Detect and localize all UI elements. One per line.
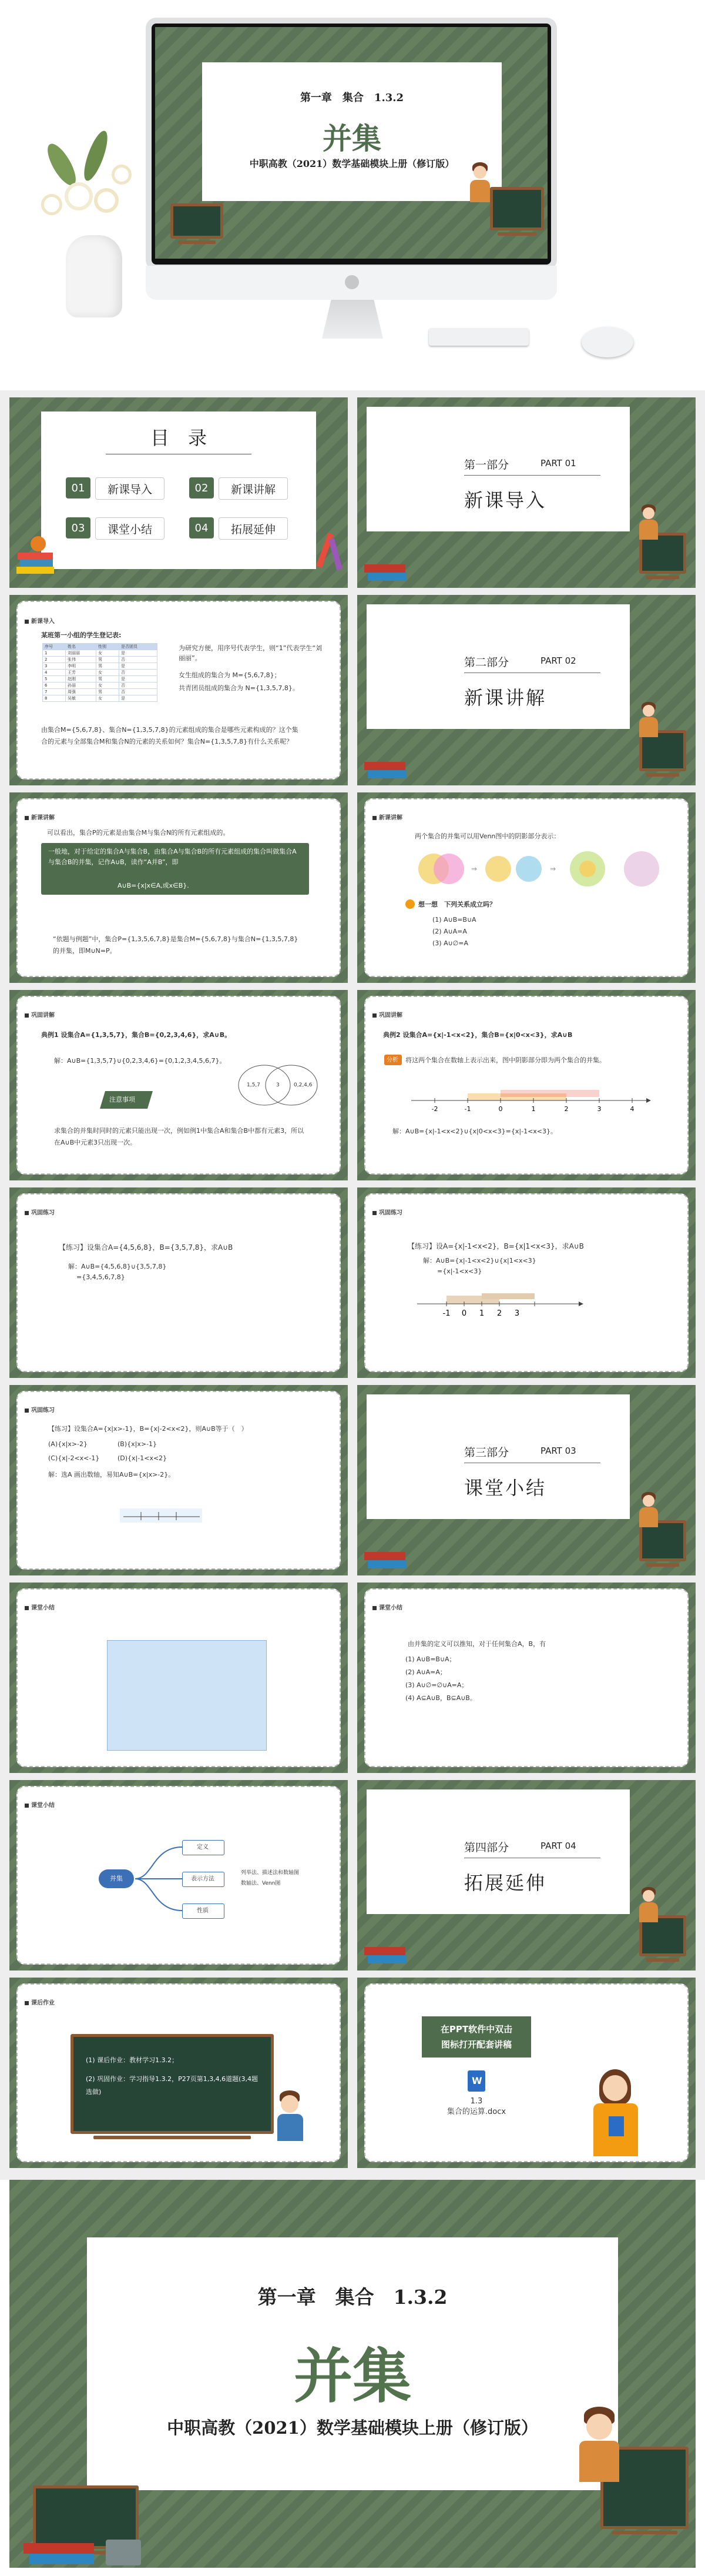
venn-text: 两个集合的并集可以用Venn图中的阴影部分表示： bbox=[415, 832, 560, 840]
toc-num-1: 01 bbox=[66, 477, 90, 499]
table-header: 是否团员 bbox=[119, 644, 157, 650]
part-02-en: PART 02 bbox=[540, 655, 576, 666]
example-2-analysis: 将这两个集合在数轴上表示出来，图中阴影部分即为两个集合的并集。 bbox=[405, 1056, 606, 1064]
example-1-solution: 解：A∪B={1,3,5,7}∪{0,2,3,4,6}={0,1,2,3,4,5,6,7}。 bbox=[54, 1057, 226, 1065]
practice-3-tag: 巩固练习 bbox=[25, 1405, 55, 1414]
part-03-label: 第三部分 bbox=[464, 1446, 509, 1459]
file-teacher-icon bbox=[588, 2069, 644, 2157]
mindmap-node-1-label: 定义 bbox=[197, 1844, 209, 1851]
toc-num-2: 02 bbox=[189, 477, 214, 499]
summary-2-item-3: (3) A∪∅=∅∪A=A； bbox=[405, 1681, 468, 1689]
practice-1-solution-1: 解：A∪B={4,5,6,8}∪{3,5,7,8} bbox=[68, 1263, 167, 1270]
definition-formula: A∪B={x|x∈A,或x∈B}. bbox=[118, 882, 189, 889]
example-1-note: 注意事项 bbox=[109, 1096, 135, 1103]
table-header: 姓名 bbox=[66, 644, 96, 650]
cover-teacher-icon bbox=[576, 2407, 623, 2483]
part-02-label: 第二部分 bbox=[464, 656, 509, 669]
cover-books-icon bbox=[18, 2528, 170, 2568]
venn-tag: 新课讲解 bbox=[372, 812, 402, 821]
definition-bottom: “依题与例题”中，集合P={1,3,5,6,7,8}是集合M={5,6,7,8}与集合N={1,3,5,7,8}的并集，即M∪N=P。 bbox=[53, 935, 298, 955]
summary-2-tag: 课堂小结 bbox=[372, 1603, 402, 1611]
mindmap-node-2-label: 表示方法 bbox=[191, 1876, 214, 1882]
summary-2-item-1: (1) A∪B=B∪A； bbox=[405, 1655, 456, 1663]
practice-2-card bbox=[364, 1193, 689, 1372]
venn-diagram-disjoint bbox=[485, 856, 542, 882]
practice-3-opt-b: (B){x|x>-1} bbox=[118, 1440, 157, 1448]
table-row: 5 赵刚 男 是 bbox=[43, 676, 157, 683]
example-1-venn-mid: 3 bbox=[276, 1082, 280, 1088]
axis-tick: -2 bbox=[431, 1105, 438, 1113]
homework-student-icon bbox=[274, 2090, 307, 2143]
practice-3-number-line bbox=[118, 1506, 206, 1525]
flower-vase bbox=[66, 235, 122, 317]
summary-image-placeholder bbox=[107, 1640, 267, 1751]
example-1-tag: 巩固讲解 bbox=[25, 1010, 55, 1019]
part-04-books-icon bbox=[362, 1929, 415, 1965]
example-2-title: 典例2 设集合A={x|-1<x<2}，集合B={x|0<x<3}，求A∪B bbox=[383, 1031, 573, 1039]
table-row: 3 李明 男 是 bbox=[43, 663, 157, 670]
practice-1-question: 【练习】设集合A={4,5,6,8}，B={3,5,7,8}，求A∪B bbox=[59, 1243, 233, 1252]
file-name-2: 集合的运算.docx bbox=[446, 2107, 506, 2116]
monitor-stand bbox=[322, 300, 383, 339]
table-row: 4 王芳 女 否 bbox=[43, 670, 157, 676]
summary-2-card bbox=[364, 1588, 689, 1767]
mindmap-center-label: 并集 bbox=[110, 1875, 123, 1882]
summary-2-item-2: (2) A∪A=A； bbox=[405, 1668, 446, 1676]
practice-3-opt-a: (A){x|x>-2} bbox=[48, 1440, 88, 1448]
example-1-venn-left: 1,5,7 bbox=[247, 1082, 260, 1088]
practice-3-question: 【练习】设集合A={x|x>-1}，B={x|-2<x<2}，则A∪B等于（ ） bbox=[48, 1425, 248, 1433]
cover-title: 并集 bbox=[294, 2341, 411, 2411]
definition-tag: 新课讲解 bbox=[25, 812, 55, 821]
mindmap-leaf-1: 列举法、描述法和数轴图 bbox=[241, 1870, 300, 1876]
toc-item-2[interactable]: 新课讲解 bbox=[219, 477, 288, 500]
venn-question: 想一想 下列关系成立吗？ bbox=[418, 901, 496, 908]
flower-leaves bbox=[29, 129, 141, 247]
part-01-en: PART 01 bbox=[540, 458, 576, 469]
axis-tick: 0 bbox=[461, 1309, 467, 1318]
venn-opt-2: (2) A∪A=A bbox=[432, 928, 467, 935]
table-row: 2 张伟 男 否 bbox=[43, 657, 157, 663]
monitor-chapter: 第一章 集合 1.3.2 bbox=[300, 92, 404, 104]
axis-tick: 2 bbox=[564, 1105, 569, 1113]
monitor-chalkboard-icon bbox=[490, 187, 544, 230]
monitor-desk-board-icon bbox=[170, 203, 223, 239]
table-row: 6 孙丽 女 否 bbox=[43, 683, 157, 689]
table-row: 8 吴敏 女 是 bbox=[43, 695, 157, 702]
axis-tick: 3 bbox=[514, 1309, 520, 1318]
part-02-books-icon bbox=[362, 744, 415, 780]
summary-2-item-4: (4) A⊆A∪B，B⊆A∪B。 bbox=[405, 1694, 476, 1702]
intro-right-3: 共青团员组成的集合为 N={1,3,5,7,8}。 bbox=[179, 684, 299, 692]
mouse bbox=[582, 327, 633, 357]
mindmap-leaf-2: 数轴法、Venn图 bbox=[241, 1881, 281, 1886]
cover-chapter: 第一章 集合 1.3.2 bbox=[257, 2286, 448, 2309]
axis-tick: 0 bbox=[498, 1105, 503, 1113]
file-note-1: 在PPT软件中双击 bbox=[440, 2024, 513, 2035]
venn-diagrams bbox=[411, 849, 664, 890]
practice-3-card bbox=[16, 1391, 341, 1570]
summary-1-tag: 课堂小结 bbox=[25, 1603, 55, 1611]
part-01-teacher-icon bbox=[638, 504, 659, 540]
axis-tick: 2 bbox=[496, 1309, 502, 1318]
venn-diagram-subset bbox=[570, 851, 659, 886]
toc-num-4: 04 bbox=[189, 517, 214, 538]
practice-2-solution-2: ={x|-1<x<3} bbox=[437, 1267, 482, 1275]
file-note-2: 图标打开配套讲稿 bbox=[441, 2039, 512, 2050]
table-header: 性别 bbox=[96, 644, 119, 650]
definition-text: 一般地，对于给定的集合A与集合B，由集合A与集合B的所有元素组成的集合叫做集合A与集合B的并集，记作A∪B，读作“A并B”，即 bbox=[48, 848, 297, 866]
toc-item-1[interactable]: 新课导入 bbox=[95, 477, 164, 500]
books-icon bbox=[14, 529, 61, 576]
part-01-line bbox=[464, 475, 600, 476]
part-03-books-icon bbox=[362, 1534, 415, 1570]
example-2-tag: 巩固讲解 bbox=[372, 1010, 402, 1019]
part-03-en: PART 03 bbox=[540, 1446, 576, 1456]
example-1-bottom: 求集合的并集时同时的元素只能出现一次，例如例1中集合A和集合B中都有元素3，所以在A∪B中元素3只出现一次。 bbox=[54, 1127, 304, 1146]
part-01-label: 第一部分 bbox=[464, 459, 509, 471]
intro-right-1: 为研究方便，用序号代表学生，则“1”代表学生“刘丽丽”。 bbox=[179, 644, 323, 662]
monitor-teacher-icon bbox=[468, 162, 491, 203]
monitor-subtitle: 中职高教（2021）数学基础模块上册（修订版） bbox=[249, 158, 455, 169]
practice-2-solution-1: 解：A∪B={x|-1<x<2}∪{x|1<x<3} bbox=[423, 1257, 536, 1264]
venn-diagram-overlap bbox=[418, 854, 464, 884]
summary-2-head: 由并集的定义可以推知，对于任何集合A，B，有 bbox=[408, 1640, 546, 1648]
example-2-solution: 解：A∪B={x|-1<x<2}∪{x|0<x<3}={x|-1<x<3}。 bbox=[392, 1128, 558, 1135]
mindmap-tag: 课堂小结 bbox=[25, 1800, 55, 1809]
part-03-teacher-icon bbox=[638, 1492, 659, 1527]
part-02-title: 新课讲解 bbox=[464, 687, 547, 709]
homework-tag: 课后作业 bbox=[25, 1998, 55, 2006]
axis-tick: -1 bbox=[464, 1105, 471, 1113]
axis-tick: -1 bbox=[442, 1309, 451, 1318]
part-04-title: 拓展延伸 bbox=[464, 1872, 547, 1894]
part-02-teacher-icon bbox=[638, 702, 659, 737]
intro-table-title: 某班第一小组的学生登记表: bbox=[41, 631, 122, 639]
plus-sign: ⇒ bbox=[471, 865, 478, 873]
word-file-icon-glyph: W bbox=[472, 2075, 482, 2086]
example-2-number-line bbox=[405, 1085, 652, 1115]
apple-logo-icon bbox=[345, 275, 359, 289]
practice-1-solution-2: ={3,4,5,6,7,8} bbox=[76, 1273, 125, 1281]
practice-2-question: 【练习】设A={x|-1<x<2}，B={x|1<x<3}，求A∪B bbox=[408, 1242, 584, 1250]
part-04-en: PART 04 bbox=[540, 1841, 576, 1851]
file-name-1: 1.3 bbox=[470, 2097, 483, 2106]
practice-2-number-line bbox=[411, 1291, 588, 1320]
definition-top: 可以看出，集合P的元素是由集合M与集合N的所有元素组成的。 bbox=[47, 829, 230, 837]
part-03-title: 课堂小结 bbox=[464, 1477, 547, 1499]
axis-tick: 3 bbox=[597, 1105, 602, 1113]
part-01-books-icon bbox=[362, 547, 415, 582]
cover-subtitle: 中职高教（2021）数学基础模块上册（修订版） bbox=[167, 2418, 538, 2438]
practice-3-opt-c: (C){x|-2<x<-1} bbox=[48, 1454, 100, 1462]
homework-line-2: (2) 巩固作业：学习指导1.3.2，P27页第1,3,4,6道题(3,4题选做) bbox=[86, 2075, 258, 2096]
venn-opt-1: (1) A∪B=B∪A bbox=[432, 916, 476, 924]
venn-opt-3: (3) A∪∅=A bbox=[432, 939, 468, 947]
practice-2-tag: 巩固练习 bbox=[372, 1207, 402, 1216]
practice-3-solution: 解：选A 画出数轴，易知A∪B={x|x>-2}。 bbox=[48, 1471, 175, 1478]
pencil-icon bbox=[317, 533, 344, 570]
svg-text:⇒: ⇒ bbox=[550, 865, 556, 873]
example-1-venn-right: 0,2,4,6 bbox=[294, 1082, 313, 1088]
axis-tick: 1 bbox=[531, 1105, 536, 1113]
part-04-teacher-icon bbox=[638, 1887, 659, 1922]
part-01-title: 新课导入 bbox=[464, 489, 547, 511]
mindmap-node-3-label: 性质 bbox=[197, 1908, 209, 1914]
toc-num-3: 03 bbox=[66, 517, 90, 538]
intro-tag: 新课导入 bbox=[25, 616, 55, 625]
monitor-title: 并集 bbox=[323, 121, 381, 156]
example-1-title: 典例1 设集合A={1,3,5,7}，集合B={0,2,3,4,6}，求A∪B。 bbox=[41, 1031, 231, 1039]
part-04-label: 第四部分 bbox=[464, 1841, 509, 1854]
intro-right-2: 女生组成的集合为 M={5,6,7,8}； bbox=[179, 671, 281, 679]
toc-heading: 目 录 bbox=[150, 427, 207, 449]
axis-tick: 4 bbox=[630, 1105, 634, 1113]
axis-tick: 1 bbox=[479, 1309, 485, 1318]
intro-bottom: 由集合M={5,6,7,8}、集合N={1,3,5,7,8}的元素组成的集合是哪些元素构成的？这个集合的元素与全部集合M和集合N的元素的关系如何？集合N={1,3,5,7,8}有什么关系呢？ bbox=[41, 726, 298, 745]
practice-3-opt-d: (D){x|-1<x<2} bbox=[118, 1454, 167, 1462]
toc-item-3[interactable]: 课堂小结 bbox=[95, 517, 164, 540]
toc-item-4[interactable]: 拓展延伸 bbox=[219, 517, 288, 540]
practice-1-tag: 巩固练习 bbox=[25, 1207, 55, 1216]
intro-table bbox=[42, 643, 157, 702]
example-2-analysis-label: 分析 bbox=[387, 1057, 398, 1063]
table-row: 7 周强 男 否 bbox=[43, 689, 157, 695]
homework-line-1: (1) 课后作业：教材学习1.3.2； bbox=[86, 2056, 179, 2064]
keyboard bbox=[429, 328, 529, 346]
question-icon bbox=[405, 899, 415, 909]
table-header: 序号 bbox=[43, 644, 66, 650]
practice-1-card bbox=[16, 1193, 341, 1372]
table-row: 1 刘丽丽 女 是 bbox=[43, 650, 157, 657]
